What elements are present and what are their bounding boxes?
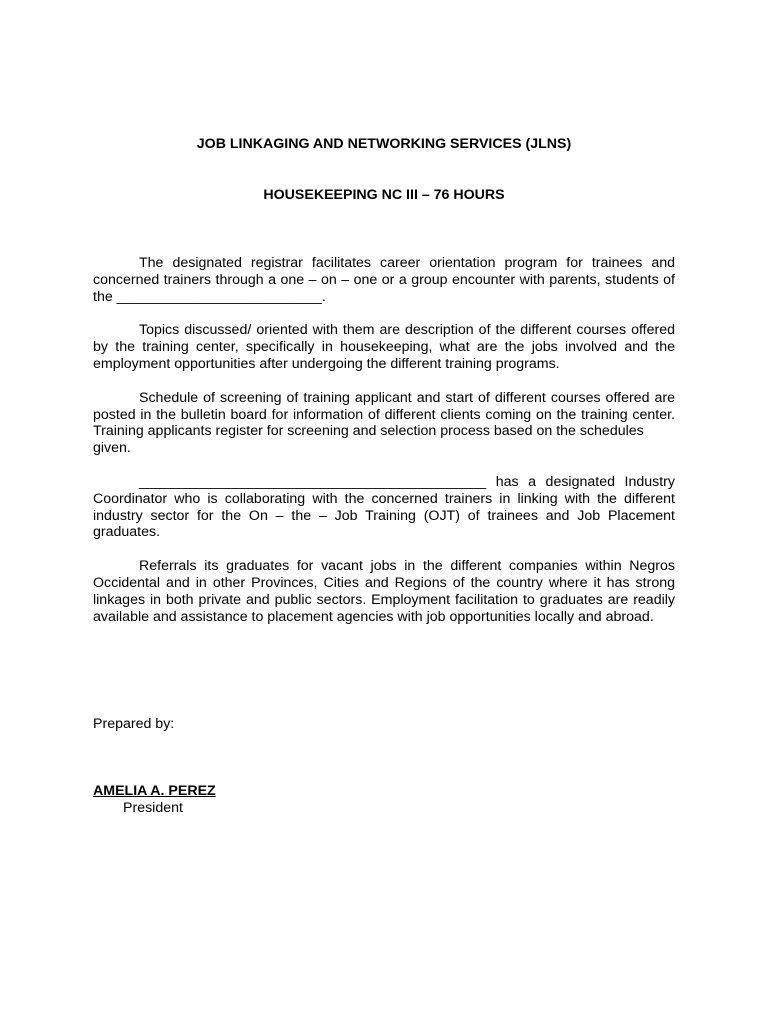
paragraph-orientation: The designated registrar facilitates career orientation program for trainees and concerned trainers through a one – on – one or a group encounter with parents, students of the __________________________. bbox=[93, 255, 675, 305]
paragraph-schedule-text: Schedule of screening of training applicant and start of different courses offered are posted in the bulletin board for information of different clients coming on the training center. Training applicants register for screening and selection process based on the schedules bbox=[93, 389, 675, 440]
paragraph-industry-coordinator: ____________________________________________ has a designated Industry Coordinator who is collaborating with the concerned trainers in linking with the different industry sector for the On – the – Job Training (OJT) of trainees and Job Placement graduates. bbox=[93, 473, 675, 541]
prepared-by-label: Prepared by: bbox=[93, 716, 175, 732]
document-body bbox=[93, 255, 675, 642]
paragraph-schedule-tail: given. bbox=[93, 440, 131, 457]
document-title: JOB LINKAGING AND NETWORKING SERVICES (JLNS) bbox=[196, 136, 572, 152]
paragraph-schedule bbox=[93, 390, 675, 457]
paragraph-referrals: Referrals its graduates for vacant jobs in the different companies within Negros Occidental and in other Provinces, Cities and Regions of the country where it has strong linkages in both private and public sectors. Employment facilitation to graduates are readily available and assistance to placement agencies with job opportunities locally and abroad. bbox=[93, 558, 675, 625]
signatory-title: President bbox=[123, 800, 183, 816]
signatory-name: AMELIA A. PEREZ bbox=[93, 783, 216, 799]
document-subtitle: HOUSEKEEPING NC III – 76 HOURS bbox=[263, 187, 505, 203]
paragraph-topics: Topics discussed/ oriented with them are description of the different courses offered by the training center, specifically in housekeeping, what are the jobs involved and the employment opportunities after undergoing the different training programs. bbox=[93, 322, 675, 372]
